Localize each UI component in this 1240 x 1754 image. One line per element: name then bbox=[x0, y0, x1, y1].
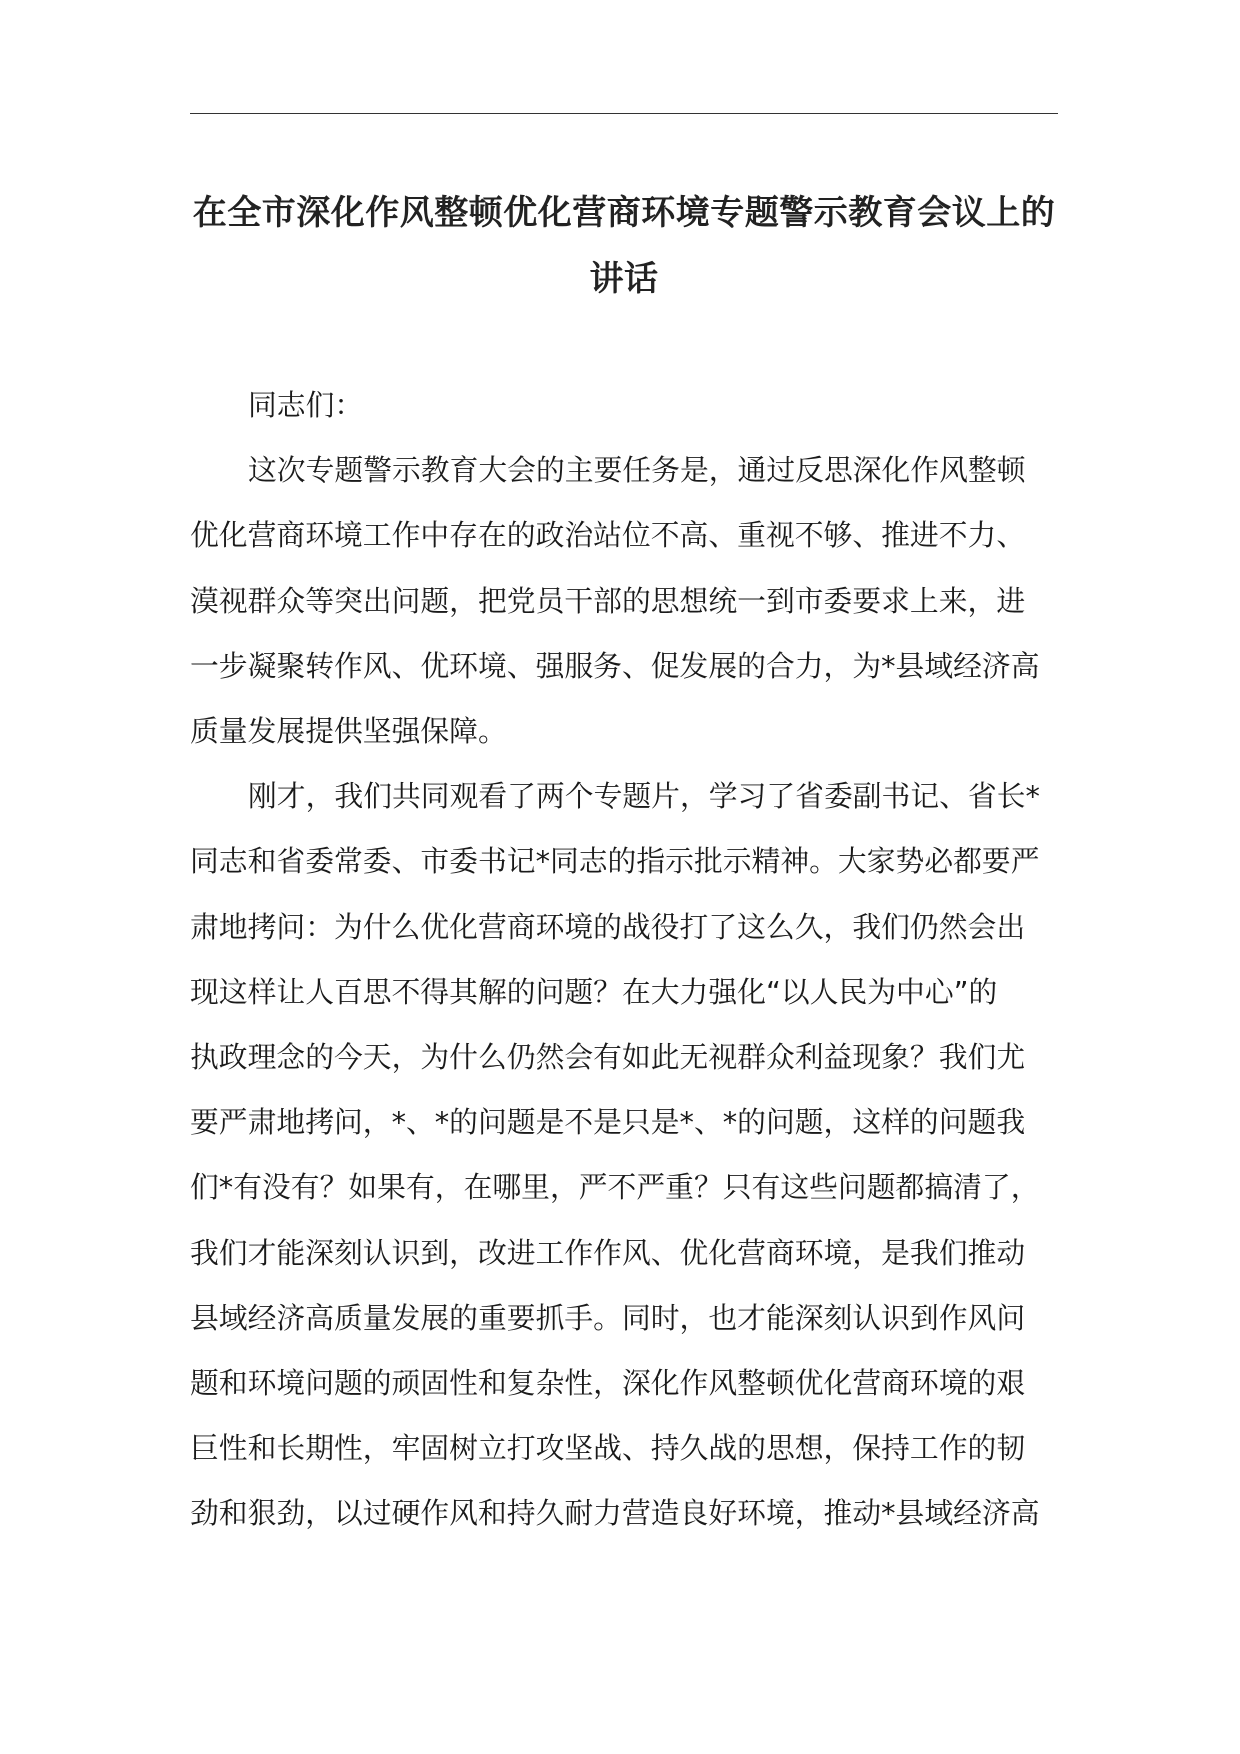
paragraph-2-line-6: 要严肃地拷问，*、*的问题是不是只是*、*的问题，这样的问题我 bbox=[190, 1105, 1026, 1140]
paragraph-1-line-4: 一步凝聚转作风、优环境、强服务、促发展的合力，为*县域经济高 bbox=[190, 648, 1040, 683]
paragraph-1-line-5: 质量发展提供坚强保障。 bbox=[190, 714, 507, 749]
paragraph-2-line-3: 肃地拷问：为什么优化营商环境的战役打了这么久，我们仍然会出 bbox=[190, 909, 1026, 944]
paragraph-2-line-2: 同志和省委常委、市委书记*同志的指示批示精神。大家势必都要严 bbox=[190, 844, 1040, 879]
paragraph-1-line-1: 这次专题警示教育大会的主要任务是，通过反思深化作风整顿 bbox=[248, 453, 1026, 488]
document-body bbox=[190, 373, 1058, 1547]
paragraph-2-line-4: 现这样让人百思不得其解的问题？在大力强化“以人民为中心”的 bbox=[190, 974, 998, 1009]
paragraph-2-line-10: 题和环境问题的顽固性和复杂性，深化作风整顿优化营商环境的艰 bbox=[190, 1366, 1026, 1401]
paragraph-2-line-1: 刚才，我们共同观看了两个专题片，学习了省委副书记、省长* bbox=[248, 779, 1040, 814]
paragraph-2-line-12: 劲和狠劲，以过硬作风和持久耐力营造良好环境，推动*县域经济高 bbox=[190, 1496, 1040, 1531]
paragraph-2-line-9: 县域经济高质量发展的重要抓手。同时，也才能深刻认识到作风问 bbox=[190, 1300, 1026, 1335]
paragraph-1-line-2: 优化营商环境工作中存在的政治站位不高、重视不够、推进不力、 bbox=[190, 518, 1026, 553]
document-title bbox=[190, 180, 1058, 312]
paragraph-2-line-5: 执政理念的今天，为什么仍然会有如此无视群众利益现象？我们尤 bbox=[190, 1040, 1026, 1075]
title-line-2: 讲话 bbox=[589, 259, 659, 299]
paragraph-1-line-3: 漠视群众等突出问题，把党员干部的思想统一到市委要求上来，进 bbox=[190, 583, 1026, 618]
paragraph-2-line-8: 我们才能深刻认识到，改进工作作风、优化营商环境，是我们推动 bbox=[190, 1235, 1026, 1270]
title-line-1: 在全市深化作风整顿优化营商环境专题警示教育会议上的 bbox=[192, 193, 1056, 233]
header-rule bbox=[190, 113, 1058, 114]
paragraph-2-line-11: 巨性和长期性，牢固树立打攻坚战、持久战的思想，保持工作的韧 bbox=[190, 1431, 1026, 1466]
salutation: 同志们： bbox=[248, 388, 364, 422]
paragraph-2-line-7: 们*有没有？如果有，在哪里，严不严重？只有这些问题都搞清了， bbox=[190, 1170, 1040, 1205]
